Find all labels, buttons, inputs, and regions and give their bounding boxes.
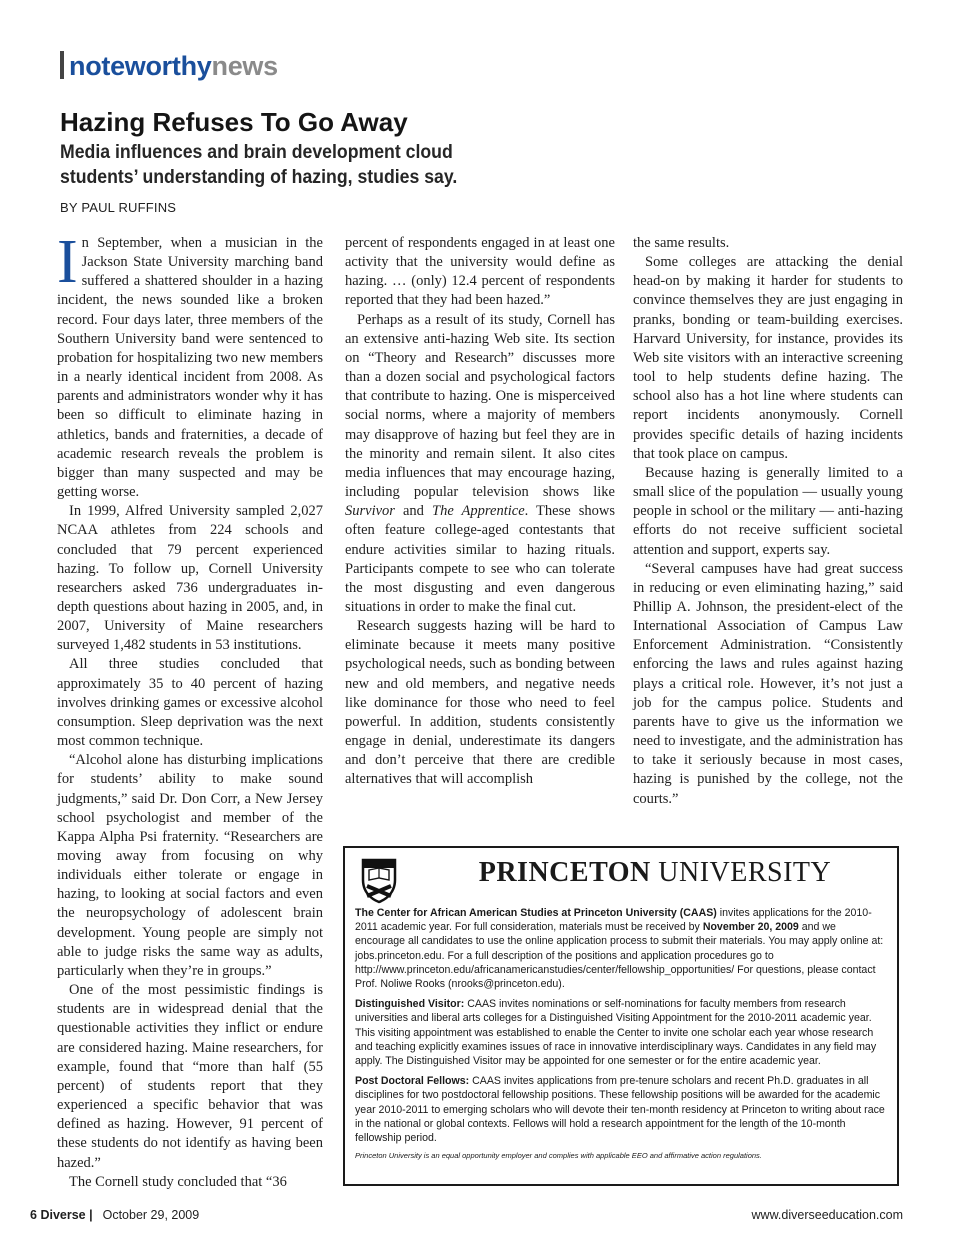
magazine-name: Diverse xyxy=(40,1208,86,1222)
paragraph: Research suggests hazing will be hard to eliminate because it meets many positive psychological needs, such as bonding between new and old members, and negative needs like dominance for those who need to feel powerful. In addition, students consistently engage in denial, underestimate its dangers and don’t perceive that there are credible alternatives that will accomplish xyxy=(345,618,615,788)
article-headline: Hazing Refuses To Go Away xyxy=(60,107,408,137)
princeton-advertisement xyxy=(343,846,899,1186)
footer-url: www.diverseeducation.com xyxy=(751,1208,903,1222)
paragraph: Some colleges are attacking the denial head-on by making it harder for students to convince themselves they are just engaging in pranks, bonding or team-building exercises. Harvard University, for instance, provides its Web site visitors with an interactive screening tool to help students define hazing. The school also has a hot line where students can report incidents anonymously. Cornell provides specific details of hazing incidents that took place on campus. xyxy=(633,254,903,462)
paragraph: All three studies concluded that approximately 35 to 40 percent of hazing involves drinking games or excessive alcohol consumption. Sleep deprivation was the next most common technique. xyxy=(57,656,323,750)
paragraph: percent of respondents engaged in at least one activity that the university would define as hazing. … (only) 12.4 percent of respondents reported that they had been hazed.” xyxy=(345,235,615,309)
paragraph: In 1999, Alfred University sampled 2,027 NCAA athletes from 224 schools and concluded that 79 percent experienced hazing. To follow up, Cornell University researchers asked 736 undergraduates in-depth questions about hazing in 2005, and, in 2007, University of Maine researchers surveyed 1,482 students in 53 institutions. xyxy=(57,503,323,654)
ad-paragraph: Distinguished Visitor: CAAS invites nominations or self-nominations for faculty members from research universities and liberal arts colleges for a Distinguished Visiting Appointment for the 2010-2011 academic year. This visiting appointment was established to enable the Center to invite one scholar each year whose research and teaching explicitly examines issues of race in innovative interdisciplinary ways. Candidates in any field may apply. The Distinguished Visitor may be appointed for one semester or for the entire academic year. xyxy=(355,998,877,1068)
section-bar xyxy=(60,51,64,79)
ad-paragraph: The Center for African American Studies at Princeton University (CAAS) invites applications for the 2010-2011 academic year. For full consideration, materials must be received by November 20, 2009 and we encourage all candidates to use the online application process to submit their materials. You may apply online at: jobs.princeton.edu. For a full description of the positions and application procedures go to http://www.princeton.edu/africanamericanstudies/center/fellowship_opportunities/ For questions, please contact Prof. Noliwe Rooks (nrooks@princeton.edu). xyxy=(355,907,884,991)
article-deck: Media influences and brain development cloud students’ understanding of hazing, studies say. xyxy=(60,142,458,188)
page-number: 6 xyxy=(30,1208,37,1222)
article-column-2 xyxy=(345,234,615,790)
paragraph: the same results. xyxy=(633,235,730,251)
section-label xyxy=(60,50,278,82)
ad-title: PRINCETON UNIVERSITY xyxy=(478,857,832,888)
paragraph: “Alcohol alone has disturbing implications for students’ ability to make sound judgments,” said Dr. Don Corr, a New Jersey school psychologist and member of the Kappa Alpha Psi fraternity. “Researchers are moving away from focusing on why individuals either tolerate or engage in hazing, to looking at social factors and even the neuropsychology of adolescent brain development. Young people are simply not able to judge risks the same way as adults, particularly when they’re in groups.” xyxy=(57,752,323,979)
paragraph: One of the most pessimistic findings is students are in widespread denial that the questionable activities they inflict or endure are considered hazing. Maine researchers, for example, found that “more than half (55 percent) of students report that they experienced a specific behavior that was defined as hazing. However, 91 percent of these students do not identify as having been hazed.” xyxy=(57,982,323,1171)
issue-date: October 29, 2009 xyxy=(102,1208,200,1222)
footer-folio: 6 Diverse | October 29, 2009 xyxy=(30,1208,200,1222)
princeton-shield-icon xyxy=(359,856,399,904)
ad-paragraph: Post Doctoral Fellows: CAAS invites applications from pre-tenure scholars and recent Ph.D. graduates in all disciplines for two postdoctoral fellowship positions. These fellowship positions will be awarded for the academic year 2010-2011 to emerging scholars who will devote their ten-month residency at Princeton to writing about race in the national or global contexts. Fellows will hold a research appointment for the length of the 10-month fellowship period. xyxy=(355,1075,885,1145)
paragraph: Perhaps as a result of its study, Cornell has an extensive anti-hazing Web site. Its section on “Theory and Research” discusses more than a dozen social and psychological factors that contribute to hazing. One is misperceived social norms, where a majority of members may disapprove of hazing but feel they are in the minority and remain silent. It also cites media influences that may encourage hazing, including popular television shows like Survivor and The Apprentice. These shows often feature college-aged contestants that endure activities similar to hazing rituals. Participants compete to see who can tolerate the most disgusting and even dangerous situations in order to make the final cut. xyxy=(345,311,615,615)
article-column-1 xyxy=(57,228,323,1192)
show-title: Survivor xyxy=(345,503,395,520)
section-word-news: news xyxy=(211,51,278,81)
show-title: The Apprentice xyxy=(432,503,525,520)
paragraph: The Cornell study concluded that “36 xyxy=(69,1173,287,1190)
drop-cap: I xyxy=(57,228,78,296)
section-word-noteworthy: noteworthy xyxy=(69,51,212,81)
article-byline: BY PAUL RUFFINS xyxy=(60,200,177,215)
paragraph: In September, when a musician in the Jackson State University marching band suffered a shattered shoulder in a hazing incident, the news sounded like a broken record. Four days later, three members of the Southern University band were sentenced to probation for hospitalizing two new members in a nearly identical incident from 2008. As parents and administrators wonder why it has been so difficult to eliminate hazing in athletics, bands and fraternities, a decade of academic research reveals the problem is bigger than many suspected and may be getting worse. xyxy=(57,228,323,501)
ad-body xyxy=(355,906,885,1167)
article-column-3 xyxy=(633,234,903,809)
paragraph: Because hazing is generally limited to a small slice of the population — usually young people in school or the military — anti-hazing efforts do not receive sufficient societal attention and support, experts say. xyxy=(633,464,903,558)
paragraph: “Several campuses have had great success in reducing or even eliminating hazing,” said Phillip A. Johnson, the president-elect of the International Association of Campus Law Enforcement Administration. “Consistently enforcing the laws and rules against hazing plays a critical role. However, it’s not just a job for the campus police. Students and parents have to give us the information we need to investigate, and the administration has to take it seriously because in most cases, hazing is punished by the college, not the courts.” xyxy=(633,560,903,807)
ad-eeo-notice: Princeton University is an equal opportunity employer and complies with applicable EEO and affirmative action regulations. xyxy=(355,1151,762,1161)
